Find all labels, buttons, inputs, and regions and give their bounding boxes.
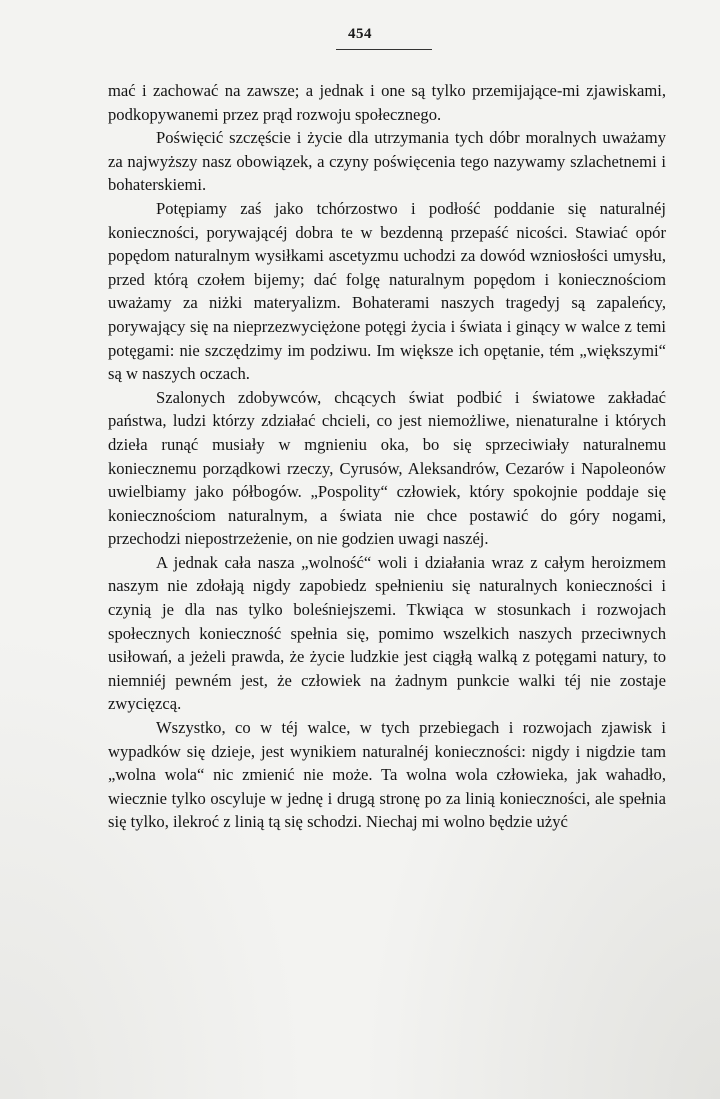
paragraph: Potępiamy zaś jako tchórzostwo i podłość poddanie się naturalnéj konieczności, porywającéj dobra te w bezdenną przepaść nicości. Stawiać opór popędom naturalnym wysiłkami ascetyzmu uchodzi za dowód wzniosłości umysłu, przed którą czołem bijemy; dać folgę naturalnym popędom i koniecznościom uważamy za niżki materyalizm. Bohaterami naszych tragedyj są zapaleńcy, porywający się na nieprzezwyciężone potęgi życia i świata i ginący w walce z temi potęgami: nie szczędzimy im podziwu. Im większe ich opętanie, tém „większymi“ są w naszych oczach. [108,198,666,384]
page-number: 454 [348,26,372,42]
paragraph: Szalonych zdobywców, chcących świat podbić i światowe zakładać państwa, ludzi którzy zdziałać chcieli, co jest niemożliwe, nienaturalne i których dzieła runąć musiały w mgnieniu oka, bo się sprzeciwiały naturalnemu koniecznemu porządkowi rzeczy, Cyrusów, Aleksandrów, Cezarów i Napoleonów uwielbiamy jako półbogów. „Pospolity“ człowiek, który spokojnie poddaje się koniecznościom naturalnym, a świata nie chce postawić do góry nogami, przechodzi niepostrzeżenie, on nie godzien uwagi naszéj. [108,387,666,549]
paragraph: Poświęcić szczęście i życie dla utrzymania tych dóbr moralnych uważamy za najwyższy nasz obowiązek, a czyny poświęcenia tego nazywamy szlachetnemi i bohaterskiemi. [108,128,666,195]
paragraph: A jednak cała nasza „wolność“ woli i działania wraz z całym heroizmem naszym nie zdołają nigdy zapobiedz spełnieniu się naturalnych konieczności i czynią je dla nas tylko boleśniejszemi. Tkwiąca w stosunkach i rozwojach społecznych konieczność spełnia się, pomimo wszelkich naszych przeciwnych usiłowań, a jeżeli prawda, że życie ludzkie jest ciągłą walką z potęgami natury, to niemniéj pewném jest, że człowiek na żadnym punkcie walki téj nie zostaje zwycięzcą. [108,552,666,714]
page-number-rule [336,49,432,50]
body-text [108,79,666,834]
paragraph: Wszystko, co w téj walce, w tych przebiegach i rozwojach zjawisk i wypadków się dzieje, jest wynikiem naturalnéj konieczności: nigdy i nigdzie tam „wolna wola“ nic zmienić nie może. Ta wolna wola człowieka, jak wahadło, wiecznie tylko oscyluje w jednę i drugą stronę po za linią konieczności, ale spełnia się tylko, ilekroć z linią tą się schodzi. Niechaj mi wolno będzie użyć [108,718,666,832]
paragraph-continuation: mać i zachować na zawsze; a jednak i one są tylko przemijające-mi zjawiskami, podkopywanemi przez prąd rozwoju społecznego. [108,81,666,124]
